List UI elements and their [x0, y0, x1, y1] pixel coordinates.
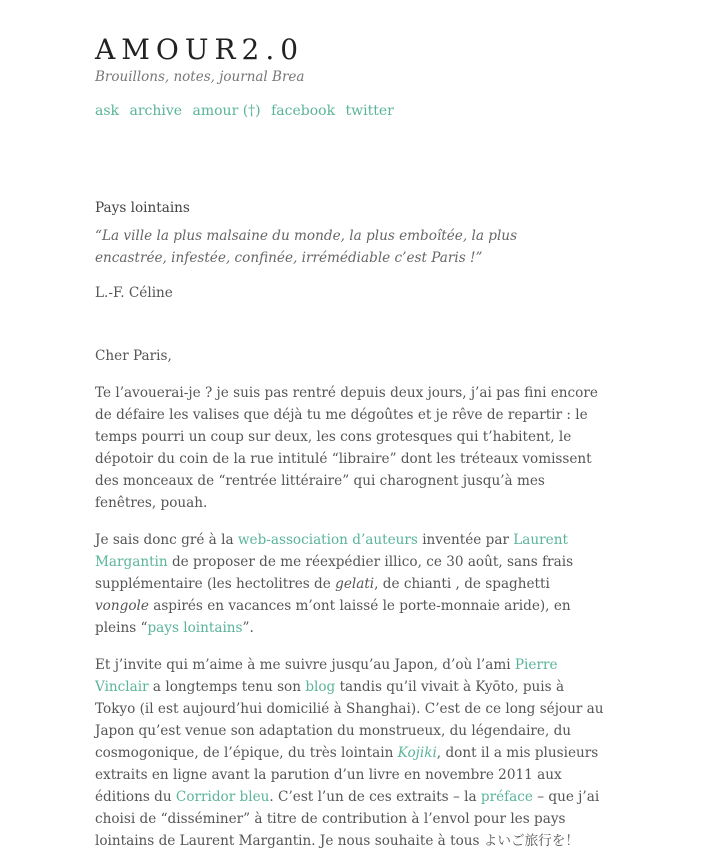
- blog-post: [95, 197, 605, 867]
- text-span: tandis qu’il vivait à Kyōto, puis à Tokyo (il est aujourd’hui domicilié à Shanghai). C’est de ce long séjour au Japon qu’est venue son adaptation du monstrueux, du légendaire, du cosmogonique, de l’épique, du très lointain: [95, 679, 604, 761]
- pays-lointains-link[interactable]: pays lointains: [147, 620, 243, 636]
- text-span: , de chianti , de spaghetti: [374, 576, 550, 592]
- nav-archive-link[interactable]: archive: [129, 103, 183, 119]
- epigraph-author: L.-F. Céline: [95, 285, 173, 301]
- post-title: Pays lointains: [95, 200, 190, 216]
- emphasis-gelati: gelati: [335, 576, 375, 592]
- text-span: inventée par: [417, 532, 514, 548]
- paragraph-3: [95, 654, 605, 852]
- corridor-bleu-link[interactable]: Corridor bleu: [175, 789, 270, 805]
- nav-ask-link[interactable]: ask: [95, 103, 120, 119]
- site-title[interactable]: AMOUR2.0: [95, 33, 305, 66]
- preface-link[interactable]: préface: [480, 789, 533, 805]
- emphasis-vongole: vongole: [95, 598, 149, 614]
- text-span: . C’est l’un de ces extraits – la: [269, 789, 481, 805]
- text-span: – que j’ai choisi de “disséminer” à titre de contribution à l’envol pour les pays lointains de Laurent Margantin. Je nous souhaite à tous よいご旅行を！: [95, 789, 600, 849]
- text-span: aspirés en vacances m’ont laissé le porte-monnaie aride), en pleins “: [95, 598, 571, 636]
- blog-link[interactable]: blog: [305, 679, 336, 695]
- blog-header: [95, 32, 304, 86]
- nav-facebook-link[interactable]: facebook: [271, 103, 336, 119]
- text-span: de proposer de me réexpédier illico, ce 30 août, sans frais supplémentaire (les hectolitres de: [95, 554, 574, 592]
- text-span: ”.: [242, 620, 254, 636]
- text-span: Je sais donc gré à la: [95, 532, 238, 548]
- nav-amour-link[interactable]: amour (†): [192, 103, 261, 119]
- text-span: Et j’invite qui m’aime à me suivre jusqu’au Japon, d’où l’ami: [95, 657, 515, 673]
- pierre-vinclair-link[interactable]: Pierre Vinclair: [95, 657, 558, 695]
- epigraph-quote: “La ville la plus malsaine du monde, la plus emboîtée, la plus encastrée, infestée, confinée, irrémédiable c’est Paris !”: [95, 228, 518, 266]
- text-span: , dont il a mis plusieurs extraits en ligne avant la parution d’un livre en novembre 2011 aux éditions du: [95, 745, 599, 805]
- kojiki-link[interactable]: Kojiki: [397, 745, 437, 761]
- web-association-link[interactable]: web-association d’auteurs: [237, 532, 418, 548]
- paragraph-1: Te l’avouerai-je ? je suis pas rentré depuis deux jours, j’ai pas fini encore de défaire les valises que déjà tu me dégoûtes et je rêve de repartir : le temps pourri un coup sur deux, les cons grotesques qui t’habitent, le dépotoir du coin de la rue intitulé “libraire” dont les tréteaux vomissent des monceaux de “rentrée littéraire” qui charognent jusqu’à mes fenêtres, pouah.: [95, 385, 598, 511]
- paragraph-2: [95, 529, 605, 639]
- nav-twitter-link[interactable]: twitter: [345, 103, 394, 119]
- laurent-margantin-link[interactable]: Laurent Margantin: [95, 532, 568, 570]
- salutation: Cher Paris,: [95, 348, 172, 364]
- site-subtitle: Brouillons, notes, journal Brea: [95, 69, 305, 85]
- top-nav: [95, 101, 400, 121]
- text-span: a longtemps tenu son: [148, 679, 306, 695]
